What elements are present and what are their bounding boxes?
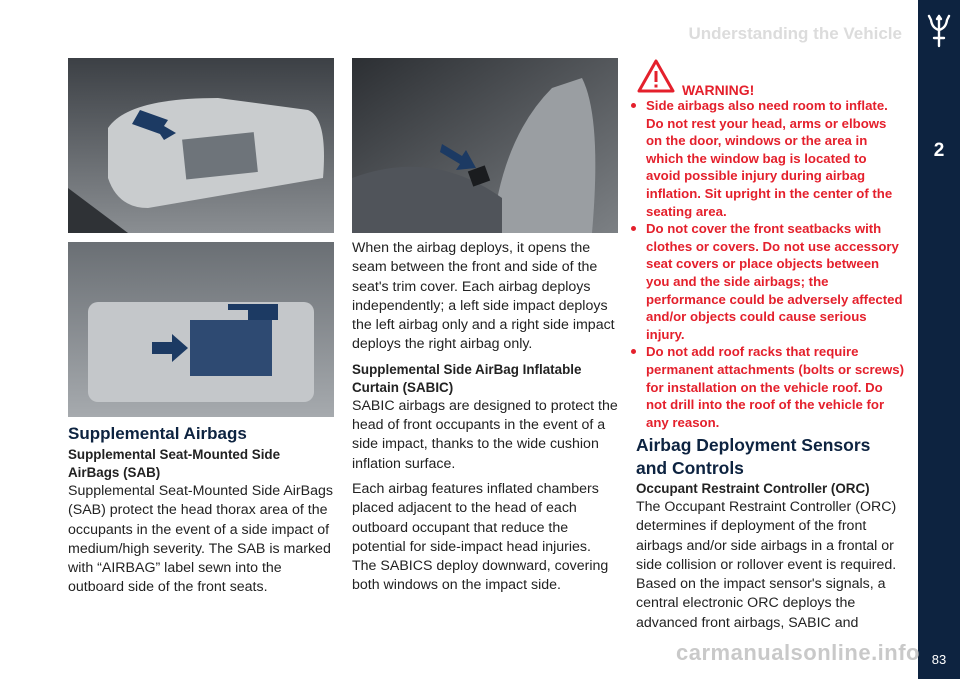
trident-logo-icon [926, 14, 952, 48]
warning-triangle-icon [636, 58, 676, 94]
sab-paragraph: Supplemental Seat-Mounted Side AirBags (SAB) protect the head thorax area of the occupants in the event of a side impact of medium/high severity. The SAB is marked with “AIRBAG” label sewn into the outboard side of the front seats. [68, 483, 333, 596]
sabic-paragraph-2: Each airbag features inflated chambers placed adjacent to the head of each outboard occupant that reduce the potential for side-impact head injuries. The SABICS deploy downward, covering both windows on the impact side. [352, 480, 609, 594]
seat-airbag-label-photo [352, 58, 618, 233]
orc-subheading: Occupant Restraint Controller (ORC) [636, 481, 870, 496]
chapter-number: 2 [933, 140, 945, 161]
warning-title: WARNING! [682, 82, 755, 98]
warning-item: Do not add roof racks that require permanent attachments (bolts or screws) for installation on the vehicle roof. Do not drill into the roof of the vehicle for any reason. [622, 343, 904, 431]
page-header-title: Understanding the Vehicle [688, 24, 902, 43]
deploy-paragraph: When the airbag deploys, it opens the seam between the front and side of the seat's trim cover. Each airbag deploys independently; a left side impact deploys the left airbag only and a right side impact deploys the right airbag only. [352, 240, 615, 353]
sabic-paragraph-1: SABIC airbags are designed to protect the head of front occupants in the event of a side impact, thanks to the wide cushion inflation surface. [352, 397, 618, 472]
watermark: carmanualsonline.info [676, 640, 920, 665]
chapter-side-tab [918, 0, 960, 679]
warning-list [622, 97, 904, 431]
supplemental-airbags-heading: Supplemental Airbags [68, 424, 247, 443]
sab-subheading: Supplemental Seat-Mounted Side AirBags (SAB) [68, 447, 281, 480]
right-column [636, 434, 906, 639]
warning-item: Side airbags also need room to inflate. Do not rest your head, arms or elbows on the door, windows or the area in which the window bag is located to avoid possible injury during airbag inflation. Sit upright in the center of the seating area. [622, 97, 904, 220]
sun-visor-mirror-photo [68, 58, 334, 233]
sensors-controls-heading: Airbag Deployment Sensors and Controls [636, 435, 871, 478]
warning-header [636, 58, 906, 98]
orc-paragraph: The Occupant Restraint Controller (ORC) determines if deployment of the front airbags and/or side airbags in a frontal or side collision or rollover event is required. Based on the impact sensor's signals, a central electronic ORC deploys the advanced front airbags, SABIC and [636, 499, 897, 631]
page-number: 83 [931, 652, 947, 667]
left-column [68, 424, 334, 604]
sabic-subheading: Supplemental Side AirBag Inflatable Curtain (SABIC) [352, 361, 582, 395]
middle-column [352, 239, 618, 602]
visor-label-photo [68, 242, 334, 417]
warning-item: Do not cover the front seatbacks with clothes or covers. Do not use accessory seat covers or place objects between you and the side airbags; the performance could be adversely affected and/or objects could cause serious injury. [622, 220, 904, 343]
